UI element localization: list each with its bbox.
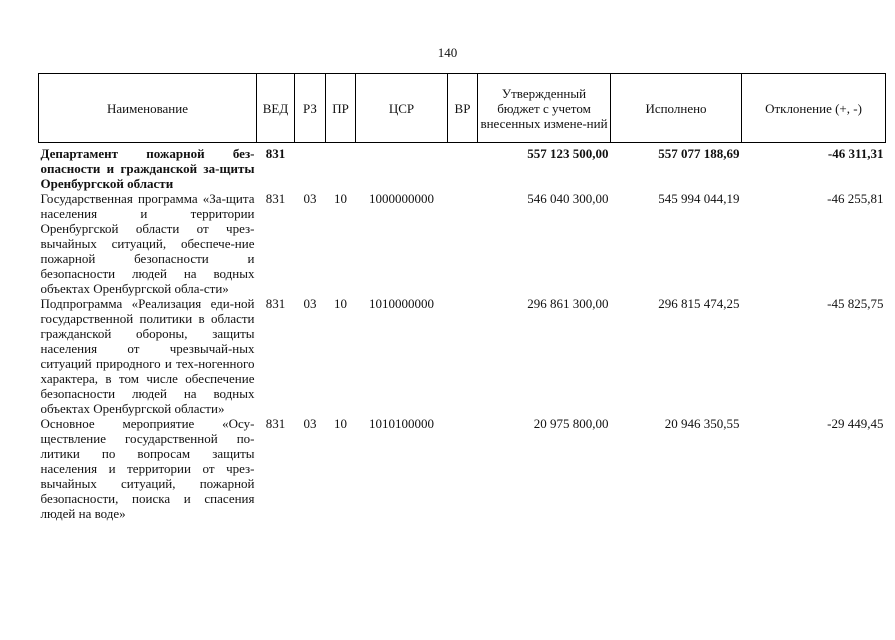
table-row <box>39 143 886 192</box>
header-csr: ЦСР <box>356 74 448 143</box>
row-deviation: -45 825,75 <box>827 296 884 311</box>
row-pr: 10 <box>334 191 347 206</box>
table-header-row <box>39 74 886 143</box>
page-number: 140 <box>437 45 458 60</box>
row-vr <box>448 296 478 416</box>
budget-execution-table <box>38 73 886 521</box>
row-deviation: -46 311,31 <box>827 146 884 161</box>
row-pr: 10 <box>334 416 347 431</box>
header-vr: ВР <box>448 74 478 143</box>
row-approved: 557 123 500,00 <box>527 146 609 161</box>
row-vr <box>448 416 478 521</box>
row-vr <box>448 143 478 192</box>
header-executed: Исполнено <box>611 74 742 143</box>
row-executed: 20 946 350,55 <box>664 416 740 431</box>
row-approved: 20 975 800,00 <box>533 416 609 431</box>
row-rz <box>295 143 326 192</box>
row-pr: 10 <box>334 296 347 311</box>
header-ved: ВЕД <box>257 74 295 143</box>
row-ved: 831 <box>265 296 286 311</box>
table-row <box>39 416 886 521</box>
header-pr: ПР <box>326 74 356 143</box>
row-pr <box>326 143 356 192</box>
row-executed: 296 815 474,25 <box>658 296 740 311</box>
row-deviation: -29 449,45 <box>827 416 884 431</box>
row-ved: 831 <box>265 191 286 206</box>
row-csr: 1010100000 <box>369 416 434 431</box>
row-name: Департамент пожарной без-опасности и гражданской за-щиты Оренбургской области <box>40 146 255 191</box>
row-csr <box>356 143 448 192</box>
row-approved: 546 040 300,00 <box>527 191 609 206</box>
row-rz: 03 <box>303 296 317 311</box>
row-executed: 557 077 188,69 <box>658 146 740 161</box>
header-name: Наименование <box>39 74 257 143</box>
row-deviation: -46 255,81 <box>827 191 884 206</box>
row-rz: 03 <box>303 416 317 431</box>
header-deviation: Отклонение (+, -) <box>742 74 886 143</box>
row-vr <box>448 191 478 296</box>
table-row <box>39 296 886 416</box>
row-executed: 545 994 044,19 <box>658 191 740 206</box>
row-name: Подпрограмма «Реализация еди-ной государственной политики в области гражданской обороны, защиты населения от чрезвычай-ных ситуаций природного и тех-ногенного характера, в том числе обеспечение безопасности людей на водных объектах Оренбургской области» <box>40 296 255 416</box>
table-row <box>39 191 886 296</box>
row-csr: 1000000000 <box>369 191 434 206</box>
row-csr: 1010000000 <box>369 296 434 311</box>
row-ved: 831 <box>265 416 286 431</box>
header-rz: РЗ <box>295 74 326 143</box>
row-name: Основное мероприятие «Осу-ществление государственной по-литики по вопросам защиты населения и территории от чрез-вычайных ситуаций, пожарной безопасности, поиска и спасения людей на воде» <box>40 416 255 521</box>
header-approved-budget: Утвержденный бюджет с учетом внесенных измене-ний <box>478 74 611 143</box>
row-rz: 03 <box>303 191 317 206</box>
row-ved: 831 <box>265 146 286 161</box>
row-name: Государственная программа «За-щита населения и территории Оренбургской области от чрез-вычайных ситуаций, обеспече-ние пожарной безопасности и безопасности людей на водных объектах Оренбургской обла-сти» <box>40 191 255 296</box>
row-approved: 296 861 300,00 <box>527 296 609 311</box>
